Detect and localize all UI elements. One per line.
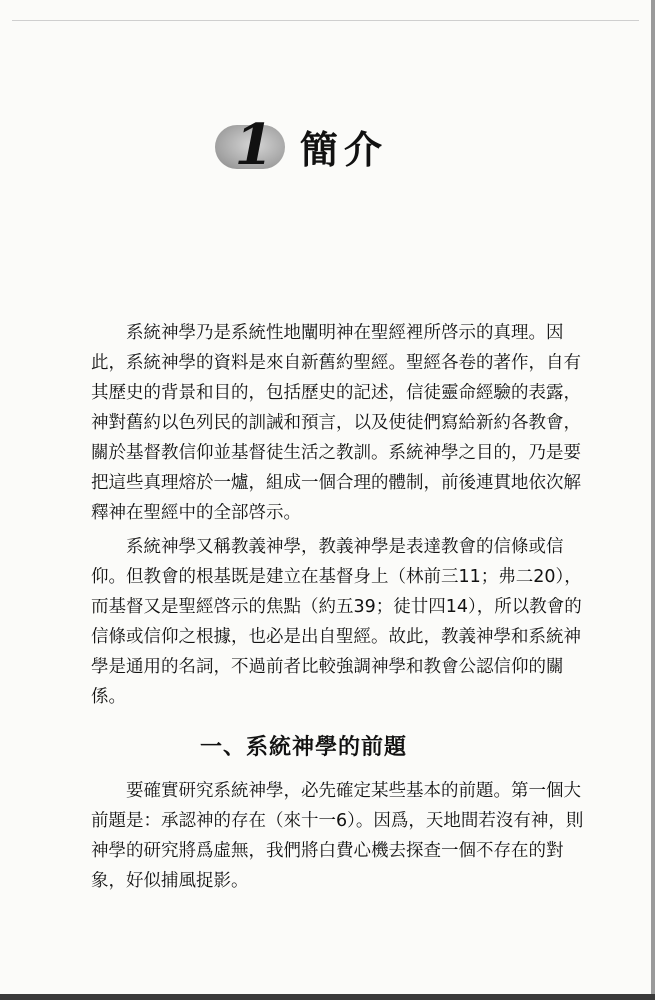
paragraph-1 xyxy=(91,318,589,528)
paragraph-line: 關於基督教信仰並基督徒生活之教訓。系統神學之目的，乃是要 xyxy=(91,443,581,463)
page-edge-bottom xyxy=(0,994,655,1000)
paragraph-line: 象，好似捕風捉影。 xyxy=(91,871,249,891)
page-edge-right xyxy=(651,0,655,1000)
section-paragraph xyxy=(91,776,589,896)
paragraph-line: 釋神在聖經中的全部啓示。 xyxy=(91,503,301,523)
paragraph-line: 神學的研究將爲虛無，我們將白費心機去探查一個不存在的對 xyxy=(91,841,564,861)
paragraph-line: 仰。但教會的根基既是建立在基督身上（林前三11；弗二20）， xyxy=(91,567,582,587)
paragraph-line: 系統神學又稱教義神學，教義神學是表達教會的信條或信 xyxy=(126,537,564,557)
paragraph-line: 信條或信仰之根據，也必是出自聖經。故此，教義神學和系統神 xyxy=(91,627,581,647)
paragraph-2 xyxy=(91,532,589,712)
paragraph-line: 把這些真理熔於一爐，組成一個合理的體制，前後連貫地依次解 xyxy=(91,473,581,493)
paragraph-line: 係。 xyxy=(91,687,126,707)
paragraph-line: 其歷史的背景和目的，包括歷史的記述，信徒靈命經驗的表露， xyxy=(91,383,581,403)
section-heading: 一、系統神學的前題 xyxy=(200,735,408,760)
paragraph-line: 此，系統神學的資料是來自新舊約聖經。聖經各卷的著作，自有 xyxy=(91,353,581,373)
paragraph-line: 系統神學乃是系統性地闡明神在聖經裡所啓示的真理。因 xyxy=(126,323,564,343)
top-rule xyxy=(12,20,639,21)
paragraph-line: 神對舊約以色列民的訓誡和預言，以及使徒們寫給新約各教會， xyxy=(91,413,581,433)
paragraph-line: 要確實研究系統神學，必先確定某些基本的前題。第一個大 xyxy=(126,781,581,801)
paragraph-line: 前題是：承認神的存在（來十一6）。因爲，天地間若沒有神，則 xyxy=(91,811,584,831)
chapter-header xyxy=(215,110,475,190)
chapter-title: 簡介 xyxy=(300,128,389,172)
chapter-number: 1 xyxy=(234,112,274,178)
paragraph-line: 而基督又是聖經啓示的焦點（約五39；徒廿四14），所以教會的 xyxy=(91,597,582,617)
paragraph-line: 學是通用的名詞，不過前者比較強調神學和教會公認信仰的關 xyxy=(91,657,564,677)
